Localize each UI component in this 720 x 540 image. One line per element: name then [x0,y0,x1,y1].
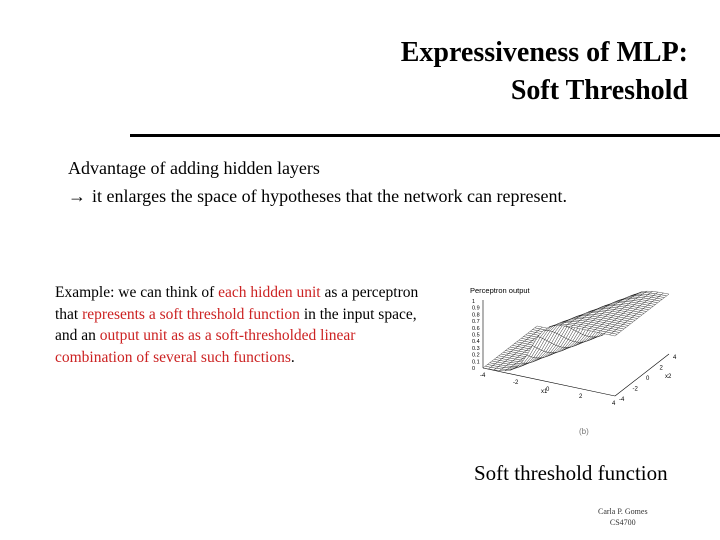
right-arrow-icon: → [68,186,86,206]
z-tick-labels [472,299,480,372]
intro-line-2 [68,182,567,210]
author-credit [598,506,648,528]
perceptron-output-plot [455,262,695,442]
z-tick-label: 0.3 [472,345,480,352]
z-tick-label: 0.1 [472,359,480,366]
title-line-1: Expressiveness of MLP: [400,37,688,68]
example-paragraph [55,282,435,368]
intro-line-2-text: it enlarges the space of hypotheses that the network can represent. [92,186,567,206]
panel-label: (b) [579,427,589,436]
z-tick-label: 0.6 [472,325,480,332]
x1-tick-labels [480,373,616,407]
title-line-2: Soft Threshold [510,75,688,106]
x2-axis [615,354,669,396]
z-tick-label: 0 [472,366,476,372]
x2-tick-label: 2 [659,365,663,372]
slide-title [401,34,688,110]
figure-caption: Soft threshold function [474,461,668,485]
x1-tick-label: 2 [579,394,583,400]
x1-tick-label: -4 [480,373,486,379]
x1-tick-label: -2 [513,380,519,386]
sigmoid-surface [483,291,669,371]
example-part-1: Example: we can think of [55,284,219,301]
plot-title: Perceptron output [470,286,530,295]
x2-tick-label: -2 [632,386,638,393]
example-part-5: in the input space, and an [55,305,417,344]
z-tick-label: 0.4 [472,339,480,346]
z-tick-label: 0.7 [472,319,480,326]
z-tick-label: 0.8 [472,312,480,319]
credit-name: Carla P. Gomes [598,507,648,516]
example-hidden-unit: each hidden unit [218,284,321,301]
credit-course: CS4700 [609,518,636,527]
intro-text [68,154,567,210]
x1-axis-label: x1 [541,389,548,395]
example-part-3: as a perceptron that [55,284,419,323]
z-tick-label: 0.5 [472,332,480,339]
z-tick-label: 0.9 [472,305,480,312]
example-output-unit: output unit as as a soft-thresholded linear combination of several such functions [55,327,356,366]
x2-axis-label: x2 [665,374,672,380]
z-tick-label: 0.2 [472,352,480,359]
x2-tick-label: 0 [646,376,650,382]
title-divider [130,134,720,137]
example-soft-threshold: represents a soft threshold function [82,305,300,323]
x1-tick-label: 4 [612,401,616,407]
x2-tick-label: -4 [619,397,625,403]
x1-tick-label: 0 [546,387,550,393]
example-part-7: . [290,348,295,366]
x2-tick-label: 4 [673,355,677,361]
z-tick-label: 1 [472,299,476,305]
intro-line-1: Advantage of adding hidden layers [68,158,320,178]
